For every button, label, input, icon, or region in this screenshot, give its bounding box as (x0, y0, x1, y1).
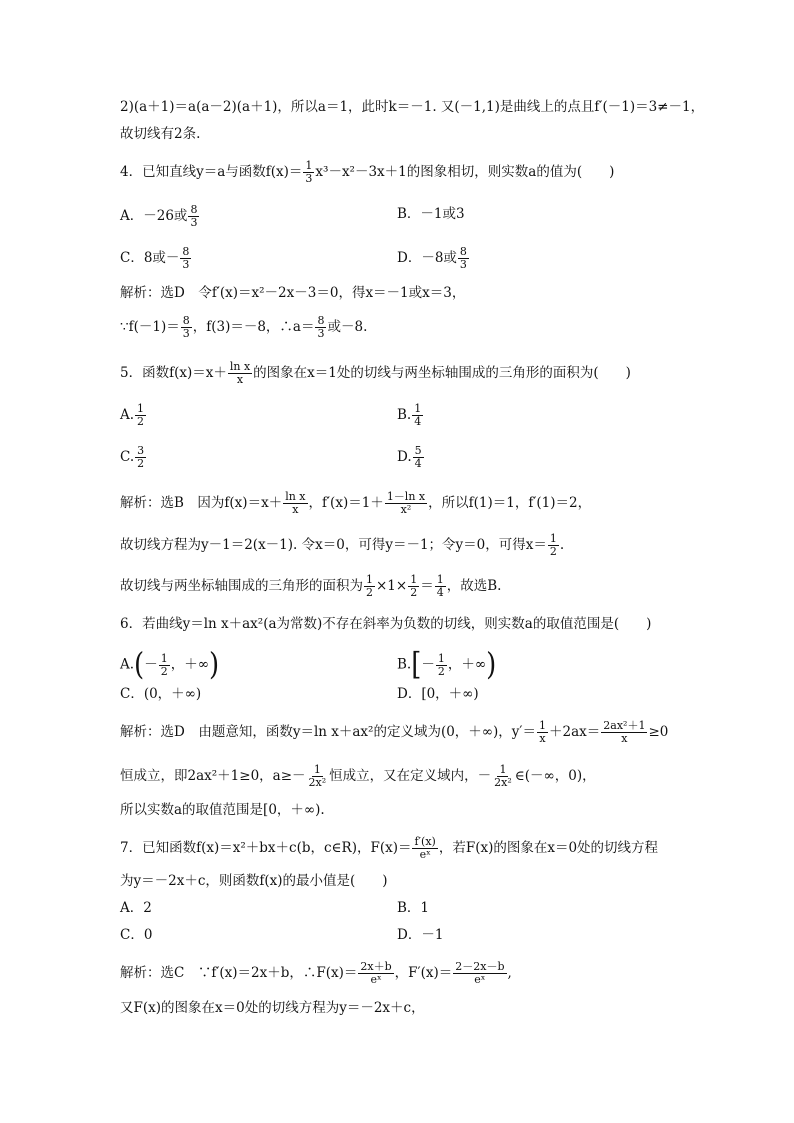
text-span: ，故选B. (446, 578, 502, 594)
text-span: D. (397, 449, 412, 465)
option-c (120, 445, 147, 470)
question-6: 6．若曲线y＝ln x＋ax²(a为常数)不存在斜率为负数的切线，则实数a的取值范围是( ) (120, 616, 652, 632)
fraction (358, 961, 393, 986)
option-a (120, 204, 200, 229)
option-d (397, 445, 425, 470)
solution-text (120, 533, 564, 558)
text-span: C. (120, 449, 135, 465)
solution-text (120, 574, 501, 599)
text-span: 解析：选C ∵f′(x)＝2x＋b，∴F(x)＝ (120, 965, 358, 981)
solution-text: 又F(x)的图象在x＝0处的切线方程为y＝－2x＋c， (120, 1000, 425, 1016)
fraction-denominator: x (236, 373, 244, 386)
option-b: B．1 (397, 900, 430, 916)
fraction-denominator: 2 (549, 545, 557, 558)
question-text: 为y＝－2x＋c，则函数f(x)的最小值是( ) (120, 873, 388, 889)
fraction (303, 160, 314, 185)
fraction-numerator: 1 (137, 402, 145, 415)
text-span: ∵f(－1)＝ (120, 319, 180, 335)
fraction-numerator: 8 (182, 314, 190, 327)
fraction (180, 246, 191, 271)
solution-text: 所以实数a的取值范围是[0，＋∞). (120, 802, 325, 818)
text-span: 7．已知函数f(x)＝x²＋bx＋c(b，c∈R)，F(x)＝ (120, 840, 412, 856)
fraction-numerator: 1 (436, 573, 444, 586)
fraction-numerator: 1 (313, 763, 321, 776)
fraction (412, 403, 423, 428)
fraction-denominator: x (292, 503, 299, 516)
fraction (436, 653, 447, 678)
fraction-denominator: 3 (190, 216, 198, 229)
fraction-numerator: 2－2x－b (455, 960, 505, 973)
text-span: B. (397, 656, 412, 673)
solution-text (120, 764, 596, 789)
text-span: ，f′(x)＝1＋ (308, 495, 384, 511)
text-span: ，f(3)＝－8，∴a＝ (192, 319, 315, 335)
fraction-denominator: eˣ (474, 973, 486, 986)
fraction (188, 204, 199, 229)
text-span: 故切线与两坐标轴围成的三角形的面积为 (120, 578, 363, 594)
fraction-denominator: 3 (459, 258, 467, 271)
text-span: 解析：选D 由题意知，函数y＝ln x＋ax²的定义域为(0，＋∞)，y′＝ (120, 724, 537, 740)
fraction (181, 315, 192, 340)
fraction (492, 764, 514, 789)
fraction (364, 574, 375, 599)
fraction-numerator: 1 (414, 402, 422, 415)
fraction-numerator: 8 (459, 245, 467, 258)
fraction-denominator: x² (400, 503, 412, 516)
fraction-denominator: 2 (160, 664, 168, 678)
option-a (120, 647, 220, 683)
text-span: ，所以f(1)＝1，f′(1)＝2， (428, 495, 592, 511)
bracket: ( (134, 647, 145, 683)
fraction (453, 961, 506, 986)
option-a (120, 403, 147, 428)
text-span: 的图象在x＝1处的切线与两坐标轴围成的三角形的面积为( ) (253, 365, 631, 381)
fraction (413, 445, 424, 470)
text-span: － (144, 656, 158, 673)
fraction-denominator: 3 (317, 327, 325, 340)
text-span: ≥0 (648, 724, 669, 740)
fraction-numerator: 1 (366, 573, 373, 586)
fraction-numerator: 8 (182, 245, 190, 258)
fraction-denominator: eˣ (419, 848, 431, 861)
text-span: 或－8. (327, 319, 368, 335)
fraction (228, 361, 252, 386)
text-span: 5．函数f(x)＝x＋ (120, 365, 227, 381)
fraction-denominator: 2 (137, 415, 145, 428)
text-span: B. (397, 407, 412, 423)
fraction-numerator: 1 (305, 159, 313, 172)
text-span: A. (120, 656, 135, 673)
fraction-denominator: eˣ (370, 973, 382, 986)
text-span: ，＋∞ (447, 656, 487, 673)
text-span: 故切线方程为y－1＝2(x－1). 令x＝0，可得y＝－1；令y＝0，可得x＝ (120, 537, 547, 553)
fraction (601, 720, 647, 745)
option-c: C．(0，＋∞) (120, 686, 202, 702)
fraction-denominator: 2x² (308, 776, 327, 789)
fraction-denominator: 3 (305, 172, 313, 185)
text-span: A．－26或 (120, 208, 188, 224)
fraction-denominator: 3 (182, 258, 190, 271)
fraction-numerator: 1 (410, 573, 418, 586)
fraction-numerator: 2ax²＋1 (603, 719, 646, 732)
text-span: 解析：选B 因为f(x)＝x＋ (120, 495, 283, 511)
fraction-denominator: x (621, 732, 628, 745)
text-span: ，F′(x)＝ (394, 965, 453, 981)
fraction-numerator: f′(x) (414, 835, 436, 848)
fraction-numerator: 8 (317, 314, 325, 327)
solution-text (120, 491, 591, 516)
fraction (548, 533, 559, 558)
fraction-denominator: 4 (414, 457, 422, 470)
fraction-denominator: 2 (437, 664, 445, 678)
text-span: , (507, 965, 512, 981)
solution-text: 解析：选D 令f′(x)＝x²－2x－3＝0，得x＝－1或x＝3， (120, 285, 466, 301)
text-span: 恒成立，又在定义域内，－ (329, 768, 492, 784)
fraction-numerator: 1 (549, 532, 557, 545)
solution-text (120, 720, 668, 745)
fraction (385, 491, 427, 516)
fraction-denominator: 2 (366, 586, 373, 599)
bracket: ) (486, 647, 497, 683)
fraction-denominator: 4 (414, 415, 422, 428)
fraction-denominator: 2x² (494, 776, 512, 789)
fraction-numerator: ln x (229, 360, 251, 373)
text-span: C．8或－ (120, 250, 180, 266)
fraction-numerator: 3 (137, 444, 145, 457)
fraction (135, 403, 146, 428)
question-5 (120, 361, 631, 386)
option-a: A．2 (120, 900, 152, 916)
fraction (159, 653, 170, 678)
question-4 (120, 160, 614, 185)
text-span: D．－8或 (397, 250, 457, 266)
fraction (537, 720, 548, 745)
option-c: C．0 (120, 927, 153, 943)
fraction-numerator: 1 (160, 651, 168, 665)
fraction-numerator: 1 (437, 651, 445, 665)
fraction-numerator: 1 (539, 719, 547, 732)
text-span: . (559, 537, 565, 553)
text-span: ∈(－∞，0)， (514, 768, 596, 784)
fraction-numerator: 5 (414, 444, 422, 457)
fraction-numerator: 1－ln x (386, 490, 426, 503)
fraction-numerator: 8 (190, 203, 198, 216)
option-d: D．[0，＋∞) (397, 686, 479, 702)
fraction-denominator: 2 (137, 457, 145, 470)
question-text: 4．已知直线y＝a与函数f(x)＝ (120, 164, 303, 180)
fraction (458, 246, 469, 271)
option-c (120, 246, 192, 271)
text-span: 恒成立，即2ax²＋1≥0，a≥－ (120, 768, 306, 784)
fraction (408, 574, 419, 599)
fraction (307, 764, 329, 789)
text-span: ＝ (420, 578, 434, 594)
text-span: ＋2ax＝ (549, 724, 601, 740)
fraction-numerator: 1 (499, 763, 507, 776)
question-text: x³－x²－3x＋1的图象相切，则实数a的值为( ) (315, 164, 615, 180)
fraction (315, 315, 326, 340)
solution-text (120, 315, 367, 340)
fraction-denominator: 4 (436, 586, 444, 599)
text-span: － (421, 656, 435, 673)
fraction-denominator: 2 (410, 586, 418, 599)
fraction-denominator: x (539, 732, 546, 745)
text-span: ，＋∞ (170, 656, 209, 673)
text-span: ，若F(x)的图象在x＝0处的切线方程 (438, 840, 659, 856)
fraction-numerator: ln x (285, 490, 306, 503)
fraction (135, 445, 146, 470)
bracket: [ (411, 647, 422, 683)
bracket: ) (208, 647, 220, 683)
solution-text (120, 961, 512, 986)
text-span: A. (120, 407, 135, 423)
text-line: 故切线有2条. (120, 126, 201, 142)
fraction (435, 574, 446, 599)
text-span: ×1× (376, 578, 408, 594)
option-b (397, 403, 424, 428)
fraction-denominator: 3 (182, 327, 190, 340)
option-d: D．－1 (397, 927, 444, 943)
fraction-numerator: 2x＋b (360, 960, 392, 973)
option-d (397, 246, 470, 271)
fraction (283, 491, 307, 516)
option-b (397, 647, 497, 683)
text-line: 2)(a＋1)＝a(a－2)(a＋1)，所以a＝1，此时k＝－1. 又(－1,1)是曲线上的点且f′(－1)＝3≠－1， (120, 99, 705, 115)
option-b: B．－1或3 (397, 206, 465, 222)
question-7 (120, 836, 658, 861)
fraction (412, 836, 437, 861)
